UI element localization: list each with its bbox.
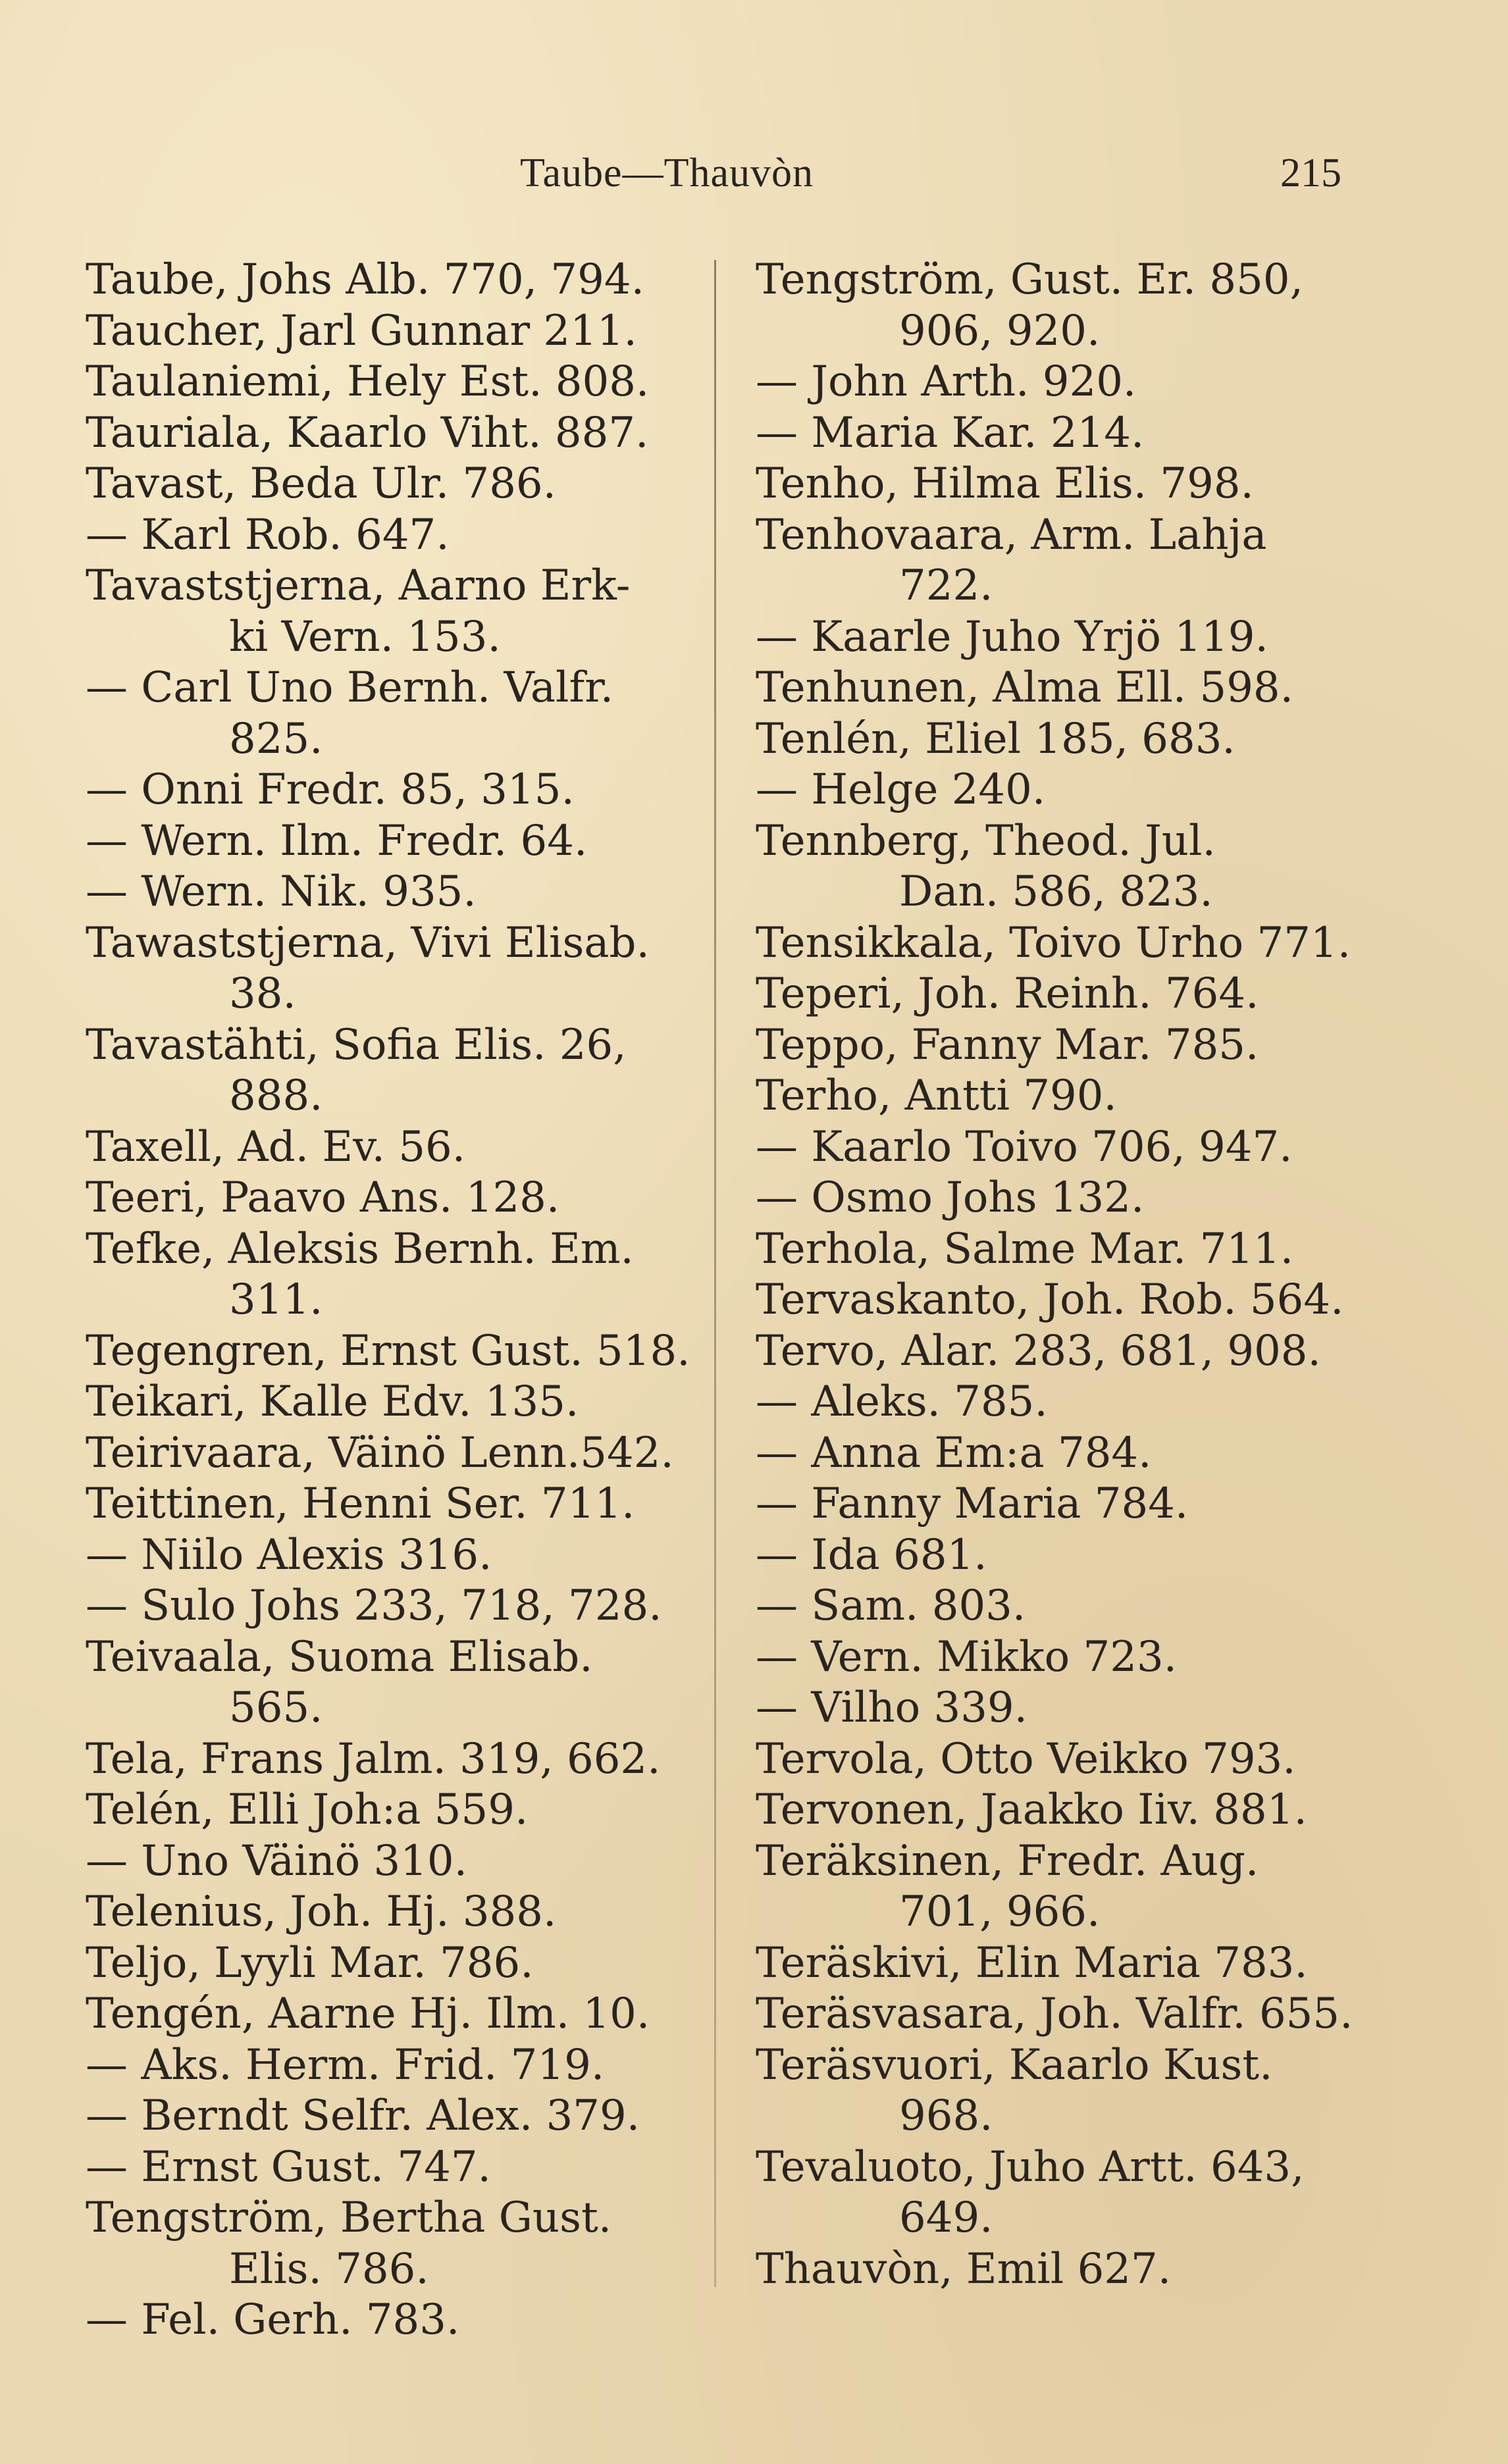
index-entry: — John Arth. 920. [756, 357, 1137, 406]
index-entry: Tenhovaara, Arm. Lahja [756, 510, 1267, 559]
index-entry-continuation: 825. [229, 714, 323, 763]
index-entry: Terho, Antti 790. [756, 1071, 1117, 1120]
index-entry: Tavastähti, Sofia Elis. 26, [86, 1020, 627, 1069]
index-entry: — Wern. Nik. 935. [86, 867, 477, 916]
index-entry: Tenlén, Eliel 185, 683. [756, 714, 1235, 763]
index-entry: Tela, Frans Jalm. 319, 662. [86, 1734, 661, 1784]
index-entry-continuation: 311. [229, 1275, 323, 1324]
index-entry: — Osmo Johs 132. [756, 1173, 1145, 1222]
index-entry: Tawaststjerna, Vivi Elisab. [86, 918, 650, 967]
index-entry: — Anna Em:a 784. [756, 1428, 1152, 1477]
index-entry: Teräskivi, Elin Maria 783. [756, 1938, 1308, 1988]
index-entry: Tavaststjerna, Aarno Erk- [86, 561, 631, 610]
index-entry: — Ernst Gust. 747. [86, 2142, 491, 2192]
index-entry: — Vilho 339. [756, 1683, 1027, 1732]
index-entry-continuation: 722. [899, 561, 993, 610]
index-entry: Tengén, Aarne Hj. Ilm. 10. [86, 1989, 650, 2038]
running-head: Taube—Thauvòn [520, 151, 814, 195]
index-entry: Teräksinen, Fredr. Aug. [756, 1836, 1259, 1886]
index-entry: Taxell, Ad. Ev. 56. [86, 1122, 466, 1171]
index-entry: — Ida 681. [756, 1530, 987, 1579]
index-entry: — Uno Väinö 310. [86, 1836, 467, 1886]
index-column-left [86, 255, 690, 2346]
index-entry: Tensikkala, Toivo Urho 771. [756, 918, 1351, 967]
index-entry: Tegengren, Ernst Gust. 518. [86, 1326, 690, 1375]
index-entry: Tauriala, Kaarlo Viht. 887. [86, 408, 649, 457]
index-entry: Taucher, Jarl Gunnar 211. [86, 306, 637, 355]
index-entry: Thauvòn, Emil 627. [756, 2244, 1172, 2294]
index-entry: Tenhunen, Alma Ell. 598. [756, 663, 1293, 712]
index-entry: Tervaskanto, Joh. Rob. 564. [756, 1275, 1344, 1324]
index-entry: Tenho, Hilma Elis. 798. [756, 459, 1254, 508]
index-entry-continuation: Dan. 586, 823. [899, 867, 1213, 916]
index-entry: Teperi, Joh. Reinh. 764. [756, 969, 1259, 1018]
index-entry: — Carl Uno Bernh. Valfr. [86, 663, 614, 712]
index-entry-continuation: Elis. 786. [229, 2244, 429, 2294]
index-entry: Tavast, Beda Ulr. 786. [86, 459, 556, 508]
index-entry: Tennberg, Theod. Jul. [756, 816, 1216, 865]
index-entry: Teeri, Paavo Ans. 128. [86, 1173, 560, 1222]
column-divider [714, 260, 716, 2287]
index-entry: Teljo, Lyyli Mar. 786. [86, 1938, 534, 1988]
index-entry: — Sulo Johs 233, 718, 728. [86, 1581, 662, 1630]
index-column-right [756, 255, 1368, 2295]
index-entry-continuation: 649. [899, 2194, 993, 2242]
index-entry: — Aks. Herm. Frid. 719. [86, 2040, 605, 2090]
index-entry: Teppo, Fanny Mar. 785. [756, 1020, 1259, 1069]
index-entry-continuation: 888. [229, 1071, 323, 1120]
index-entry-continuation: 38. [229, 969, 296, 1018]
index-entry-continuation: 701, 966. [899, 1887, 1101, 1936]
page-number: 215 [1280, 151, 1341, 195]
index-entry: Teikari, Kalle Edv. 135. [86, 1377, 579, 1426]
index-entry: Tefke, Aleksis Bernh. Em. [86, 1224, 634, 1273]
index-entry: — Karl Rob. 647. [86, 510, 450, 559]
index-entry: — Kaarlo Toivo 706, 947. [756, 1122, 1293, 1171]
index-entry: — Vern. Mikko 723. [756, 1632, 1177, 1681]
index-entry: — Helge 240. [756, 765, 1046, 814]
index-entry: Teräsvuori, Kaarlo Kust. [756, 2040, 1273, 2090]
index-entry: Telén, Elli Joh:a 559. [86, 1785, 529, 1834]
index-entry: — Fanny Maria 784. [756, 1479, 1189, 1528]
index-entry-continuation: 906, 920. [899, 306, 1101, 355]
index-entry: Teräsvasara, Joh. Valfr. 655. [756, 1989, 1353, 2038]
index-entry: Tevaluoto, Juho Artt. 643, [756, 2142, 1305, 2192]
index-entry-continuation: 968. [899, 2092, 993, 2140]
index-entry: Teittinen, Henni Ser. 711. [86, 1479, 635, 1528]
index-entry: — Aleks. 785. [756, 1377, 1048, 1426]
index-entry: Terhola, Salme Mar. 711. [756, 1224, 1294, 1273]
index-entry: Teirivaara, Väinö Lenn.542. [86, 1428, 674, 1477]
index-entry: Tengström, Bertha Gust. [86, 2194, 612, 2242]
index-entry: — Sam. 803. [756, 1581, 1026, 1630]
index-entry: Tervonen, Jaakko Iiv. 881. [756, 1785, 1307, 1834]
index-entry: — Berndt Selfr. Alex. 379. [86, 2092, 640, 2140]
index-entry: Tervo, Alar. 283, 681, 908. [756, 1326, 1321, 1375]
index-entry: — Kaarle Juho Yrjö 119. [756, 612, 1268, 661]
index-entry: Telenius, Joh. Hj. 388. [86, 1887, 557, 1936]
index-entry: — Wern. Ilm. Fredr. 64. [86, 816, 588, 865]
index-entry: — Niilo Alexis 316. [86, 1530, 492, 1579]
index-entry: — Fel. Gerh. 783. [86, 2296, 460, 2344]
index-entry-continuation: 565. [229, 1683, 323, 1732]
index-entry: Taube, Johs Alb. 770, 794. [86, 255, 644, 304]
index-entry-continuation: ki Vern. 153. [229, 612, 501, 661]
index-entry: — Onni Fredr. 85, 315. [86, 765, 575, 814]
index-entry: Tervola, Otto Veikko 793. [756, 1734, 1296, 1784]
index-entry: — Maria Kar. 214. [756, 408, 1145, 457]
index-entry: Teivaala, Suoma Elisab. [86, 1632, 593, 1681]
index-entry: Tengström, Gust. Er. 850, [756, 255, 1303, 304]
index-entry: Taulaniemi, Hely Est. 808. [86, 357, 650, 406]
